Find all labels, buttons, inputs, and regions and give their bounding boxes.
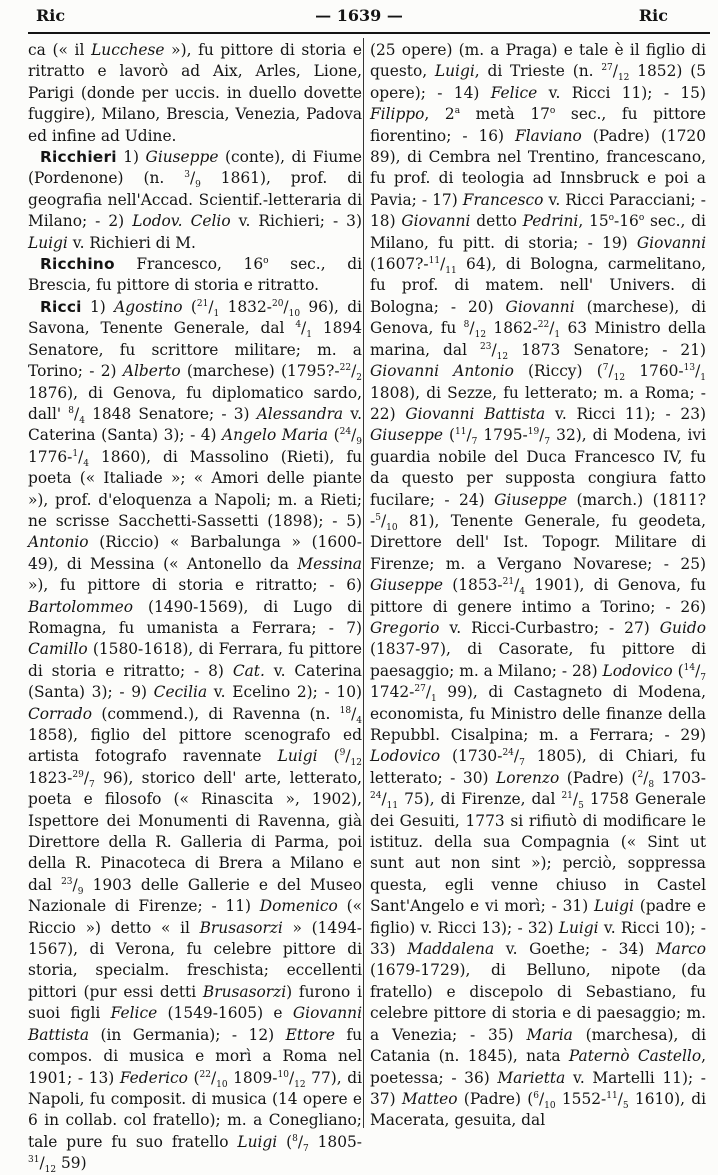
left-column-text: ca (« il Lucchese »), fu pittore di storia e ritratto e lavorò ad Aix, Arles, Lione, Parigi (donde per uccis. in duello dovette fuggire), Milano, Brescia, Venezia, Padova ed infine ad Udine. Ricchieri 1) Giuseppe (conte), di Fiume (Pordenone) (n. $^3/_9$ 1861), prof. di geografia nell'Accad. Scientif.-letteraria di Milano; - 2) Lodov. Celio v. Richieri; - 3) Luigi v. Richieri di M. Ricchino Francesco, 16$^o$ sec., di Brescia, fu pittore di storia e ritratto. Ricci 1) Agostino ($^{21}/_1$ $1832-^{20}/_{10}$ 96), di Savona, Tenente Generale, dal $^4/_1$ 1894 Senatore, fu scrittore militare; m. a Torino; - 2) Alberto (marchese) ($1795?-^{22}/_2$ 1876), di Genova, fu diplomatico sardo, dall' $^8/_4$ 1848 Senatore; - 3) Alessandra v. Caterina (Santa) 3); - 4) Angelo Maria ($^{24}/_9$ $1776-^1/_4$ 1860), di Massolino (Rieti), fu poeta (« Italiade »; « Amori delle piante »), prof. d'eloquenza a Napoli; m. a Rieti; ne scrisse Sacchetti-Sassetti (1898); - 5) Antonio (Riccio) « Barbalunga » (1600-49), di Messina (« Antonello da Messina »), fu pittore di storia e ritratto; - 6) Bartolommeo (1490-1569), di Lugo di Romagna, fu umanista a Ferrara; - 7) Camillo (1580-1618), di Ferrara, fu pittore di storia e ritratto; - 8) Cat. v. Caterina (Santa) 3); - 9) Cecilia v. Ecelino 2); - 10) Corrado (commend.), di Ravenna (n. $^{18}/_4$ 1858), figlio del pittore scenografo ed artista fotografo ravennate Luigi ($^9/_{12}$ $1823-^{29}/_7$ 96), storico dell' arte, letterato, poeta e filosofo (« Rinascita », 1902), Ispettore dei Monumenti di Ravenna, già Direttore della R. Galleria di Parma, poi della R. Pinacoteca di Brera a Milano e dal $^{23}/_9$ 1903 delle Gallerie e del Museo Nazionale di Firenze; - 11) Domenico (« Riccio ») detto « il Brusasorzi » (1494-1567), di Verona, fu celebre pittore di storia, specialm. freschista; eccellenti pittori (pur essi detti Brusasorzi) furono i suoi figli Felice (1549-1605) e Giovanni Battista (in Germania); - 12) Ettore fu compos. di musica e morì a Roma nel 1901; - 13) Federico ($^{22}/_{10}$ $1809-^{10}/_{12}$ 77), di Napoli, fu composit. di musica (14 opere e 6 in collab. col fratello); m. a Conegliano; tale pure fu suo fratello Luigi ($^8/_7$ $1805-^{31}/_{12}$ 59) — [28, 41, 363, 1175]
left-column — [28, 40, 363, 1175]
header-rule — [28, 32, 710, 34]
header-right-keyword: Ric — [638, 6, 668, 25]
page-header — [0, 0, 718, 34]
header-left-keyword: Ric — [36, 6, 66, 25]
page-number: — 1639 — — [315, 6, 403, 25]
right-column-text: (25 opere) (m. a Praga) e tale è il figlio di questo, Luigi, di Trieste (n. $^{27}/_{12}$ 1852) (5 opere); - 14) Felice v. Ricci 11); - 15) Filippo, 2$^a$ metà 17$^o$ sec., fu pittore fiorentino; - 16) Flaviano (Padre) (1720 89), di Cembra nel Trentino, francescano, fu prof. di teologia ad Innsbruck e poi a Pavia; - 17) Francesco v. Ricci Paracciani; - 18) Giovanni detto Pedrini, 15$^o$-16$^o$ sec., di Milano, fu pitt. di storia; - 19) Giovanni ($1607?-^{11}/_{11}$ 64), di Bologna, carmelitano, fu prof. di matem. nell' Univers. di Bologna; - 20) Giovanni (marchese), di Genova, fu $^8/_{12}$ $1862-^{22}/_1$ 63 Ministro della marina, dal $^{23}/_{12}$ 1873 Senatore; - 21) Giovanni Antonio (Riccy) ($^7/_{12}$ $1760-^{13}/_1$ 1808), di Sezze, fu letterato; m. a Roma; - 22) Giovanni Battista v. Ricci 11); - 23) Giuseppe ($^{11}/_7$ $1795-^{19}/_7$ 32), di Modena, ivi guardia nobile del Duca Francesco IV, fu da questo per supposta congiura fatto fucilare; - 24) Giuseppe (march.) ($1811?-^5/_{10}$ 81), Tenente Generale, fu geodeta, Direttore dell' Ist. Topogr. Militare di Firenze; m. a Vergano Novarese; - 25) Giuseppe ($1853-^{21}/_4$ 1901), di Genova, fu pittore di genere intimo a Torino; - 26) Gregorio v. Ricci-Curbastro; - 27) Guido (1837-97), di Casorate, fu pittore di paesaggio; m. a Milano; - 28) Lodovico ($^{14}/_7$ $1742-^{27}/_1$ 99), di Castagneto di Modena, economista, fu Ministro delle finanze della Repubbl. Cisalpina; m. a Ferrara; - 29) Lodovico ($1730-^{24}/_7$ 1805), di Chiari, fu letterato; - 30) Lorenzo (Padre) ($^2/_8$ $1703-^{24}/_{11}$ 75), di Firenze, dal $^{21}/_5$ 1758 Generale dei Gesuiti, 1773 si rifiutò di modificare le istituz. della sua Compagnia (« Sint ut sunt aut non sint »); perciò, soppressa questa, egli venne chiuso in Castel Sant'Angelo e vi morì; - 31) Luigi (padre e figlio) v. Ricci 13); - 32) Luigi v. Ricci 10); - 33) Maddalena v. Goethe; - 34) Marco (1679-1729), di Belluno, nipote (da fratello) e discepolo di Sebastiano, fu celebre pittore di storia e di paesaggio; m. a Venezia; - 35) Maria (marchesa), di Catania (n. 1845), nata Paternò Castello, poetessa; - 36) Marietta v. Martelli 11); - 37) Matteo (Padre) ($^6/_{10}$ $1552-^{11}/_5$ 1610), di Macerata, gesuita, dal — [370, 41, 707, 1130]
right-column — [370, 40, 706, 1128]
column-divider — [363, 38, 364, 1128]
